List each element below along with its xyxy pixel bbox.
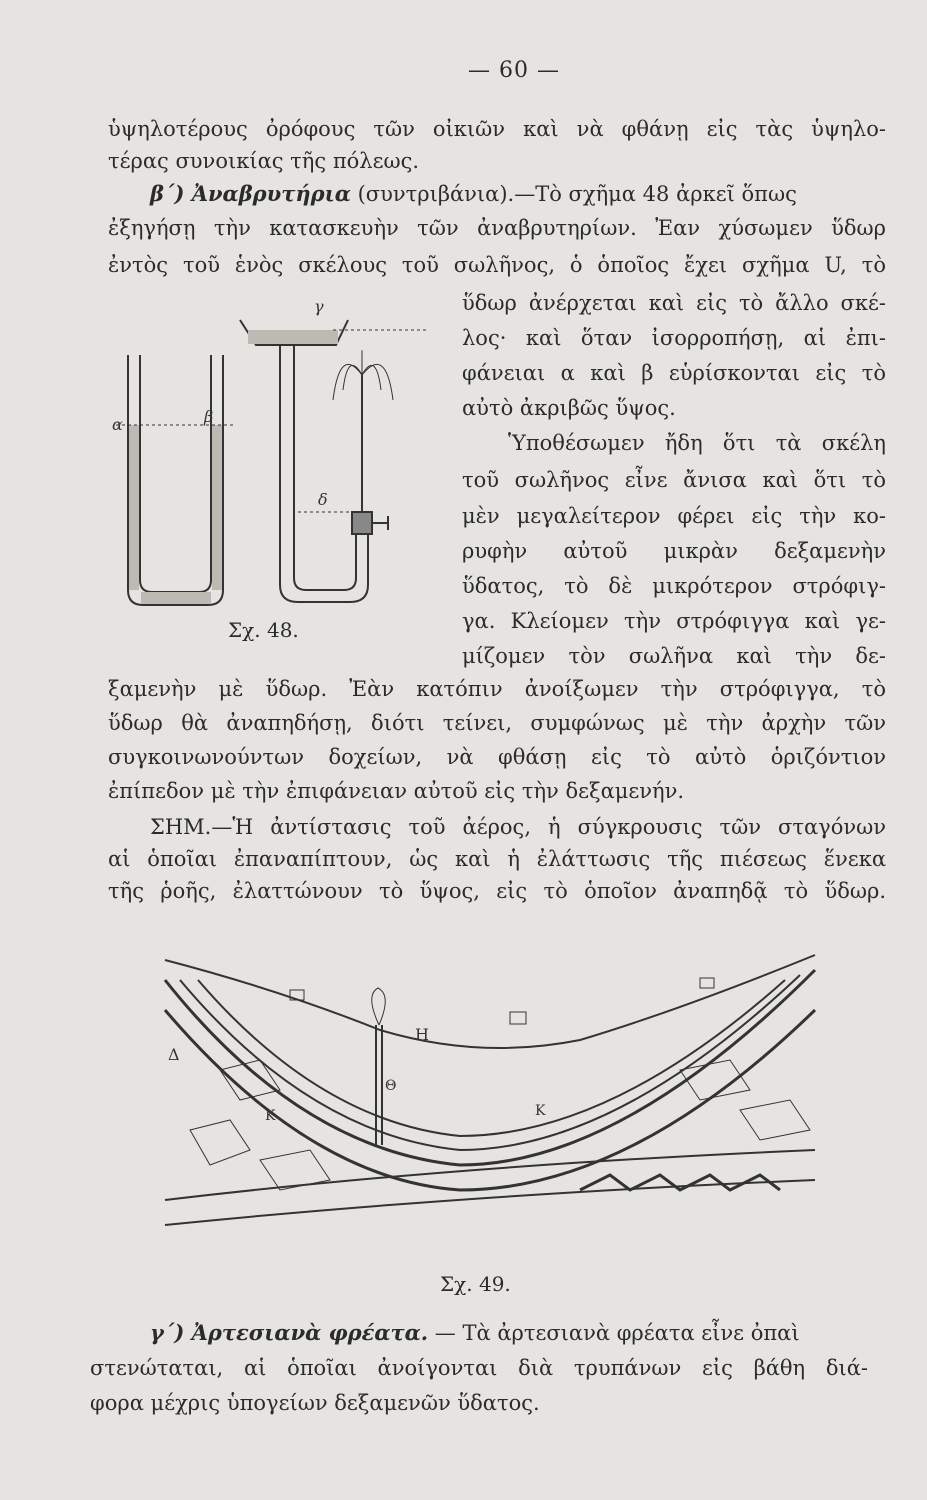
note-line: τῆς ῥοῆς, ἐλαττώνουν τὸ ὕψος, εἰς τὸ ὁποῖον ἀναπηδᾷ τὸ ὕδωρ.: [108, 879, 886, 903]
section-b-heading: β΄) Ἀναβρυτήρια: [150, 181, 351, 206]
figure-49: [160, 950, 820, 1240]
text-line: Ὑποθέσωμεν ἤδη ὅτι τὰ σκέλη: [508, 431, 886, 455]
label-K2: Κ: [535, 1103, 546, 1119]
text-line: ὕδωρ θὰ ἀναπηδήσῃ, διότι τείνει, συμφώνως μὲ τὴν ἀρχὴν τῶν: [108, 711, 886, 735]
text-line: στενώταται, αἱ ὁποῖαι ἀνοίγονται διὰ τρυπάνων εἰς βάθη διά-: [90, 1356, 868, 1380]
text-line: ρυφὴν αὐτοῦ μικρὰν δεξαμενὴν: [462, 539, 886, 563]
note-line: αἱ ὁποῖαι ἐπαναπίπτουν, ὡς καὶ ἡ ἐλάττωσις τῆς πιέσεως ἕνεκα: [108, 847, 886, 871]
label-gamma: γ: [314, 297, 324, 316]
text-line: ἐπίπεδον μὲ τὴν ἐπιφάνειαν αὐτοῦ εἰς τὴν δεξαμενήν.: [108, 779, 685, 803]
text-line: λος· καὶ ὅταν ἰσορροπήσῃ, αἱ ἐπι-: [462, 326, 886, 350]
figure-49-caption: Σχ. 49.: [440, 1272, 511, 1296]
text-line: τοῦ σωλῆνος εἶνε ἄνισα καὶ ὅτι τὸ: [462, 468, 886, 492]
label-alpha: α: [112, 415, 123, 434]
section-g-heading-line: [150, 1320, 800, 1346]
figure-48: [108, 290, 448, 630]
label-delta: δ: [318, 490, 328, 509]
text-line: ὕδωρ ἀνέρχεται καὶ εἰς τὸ ἄλλο σκέ-: [462, 291, 886, 315]
text-line: συγκοινωνούντων δοχείων, νὰ φθάσῃ εἰς τὸ αὐτὸ ὁριζόντιον: [108, 745, 886, 769]
section-g-heading-rest: — Τὰ ἀρτεσιανὰ φρέατα εἶνε ὀπαὶ: [428, 1321, 800, 1345]
label-beta: β: [204, 407, 214, 426]
text-line: φάνειαι α καὶ β εὑρίσκονται εἰς τὸ: [462, 361, 886, 385]
text-line: γα. Κλείομεν τὴν στρόφιγγα καὶ γε-: [462, 609, 886, 633]
note-line: ΣΗΜ.—Ἡ ἀντίστασις τοῦ ἀέρος, ἡ σύγκρουσις τῶν σταγόνων: [150, 815, 886, 839]
section-g-heading: γ΄) Ἀρτεσιανὰ φρέατα.: [150, 1320, 429, 1345]
text-line: μὲν μεγαλείτερον φέρει εἰς τὴν κο-: [462, 504, 886, 528]
label-K: Κ: [265, 1108, 276, 1124]
text-line: φορα μέχρις ὑπογείων δεξαμενῶν ὕδατος.: [90, 1391, 540, 1415]
label-Delta: Δ: [168, 1045, 180, 1064]
section-b-heading-rest: (συντριβάνια).—Τὸ σχῆμα 48 ἀρκεῖ ὅπως: [350, 182, 797, 206]
section-b-heading-line: [150, 181, 797, 207]
page-number: — 60 —: [468, 58, 560, 83]
text-line: ἐξηγήσῃ τὴν κατασκευὴν τῶν ἀναβρυτηρίων. Ἐαν χύσωμεν ὕδωρ: [108, 216, 886, 240]
text-line: ἐντὸς τοῦ ἑνὸς σκέλους τοῦ σωλῆνος, ὁ ὁποῖος ἔχει σχῆμα U, τὸ: [108, 253, 886, 277]
label-Theta: Θ: [385, 1078, 397, 1094]
figure-48-caption: Σχ. 48.: [228, 618, 299, 642]
text-line: τέρας συνοικίας τῆς πόλεως.: [108, 149, 420, 173]
text-line: μίζομεν τὸν σωλῆνα καὶ τὴν δε-: [462, 644, 886, 668]
text-line: αὐτὸ ἀκριβῶς ὕψος.: [462, 396, 676, 420]
text-line: ὑψηλοτέρους ὀρόφους τῶν οἰκιῶν καὶ νὰ φθάνῃ εἰς τὰς ὑψηλο-: [108, 117, 886, 141]
text-line: ὕδατος, τὸ δὲ μικρότερον στρόφιγ-: [462, 574, 886, 598]
text-line: ξαμενὴν μὲ ὕδωρ. Ἐὰν κατόπιν ἀνοίξωμεν τὴν στρόφιγγα, τὸ: [108, 677, 886, 701]
label-H: Η: [415, 1025, 429, 1044]
